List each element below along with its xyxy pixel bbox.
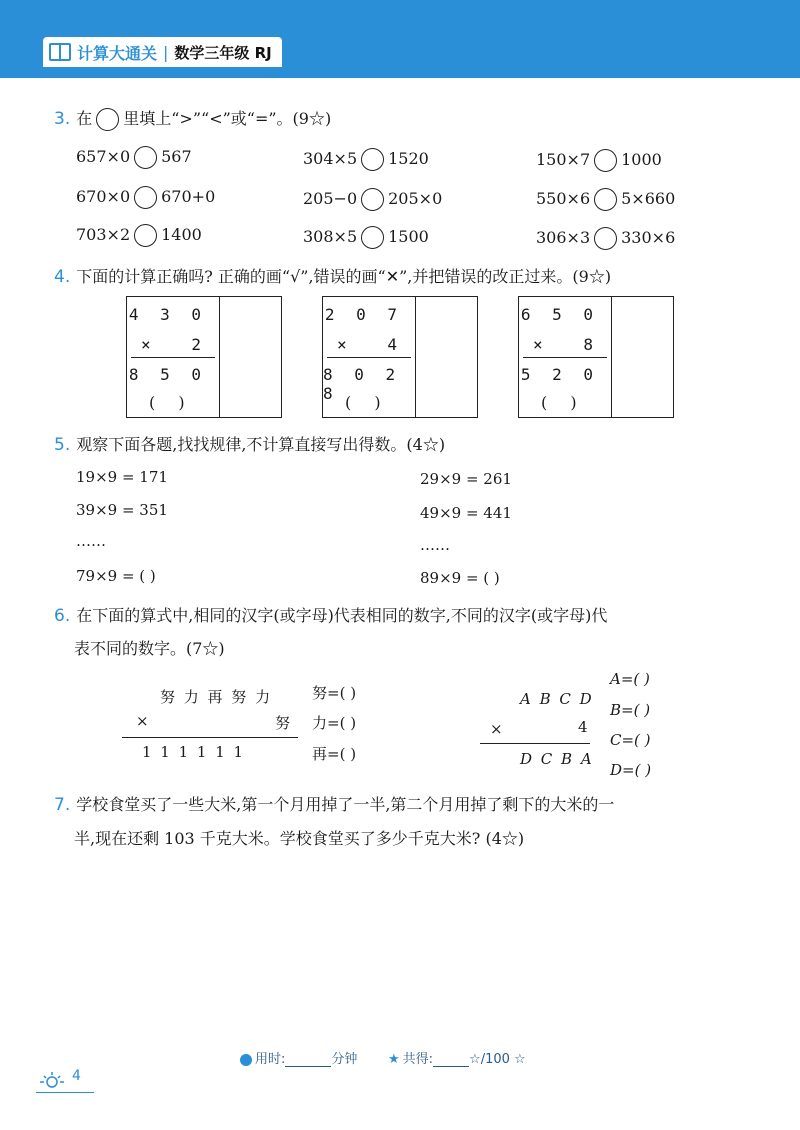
q3-suffix: 里填上“>”“<”或“=”。(9☆) xyxy=(123,109,332,128)
times-sign: × xyxy=(533,335,543,354)
time-blank[interactable] xyxy=(285,1066,331,1067)
puzzle-multiplier: 努 xyxy=(275,714,291,732)
judge-blank[interactable]: ( ) xyxy=(541,393,577,412)
q6-number: 6. xyxy=(54,606,71,626)
answer-blank[interactable]: C=( ) xyxy=(610,731,651,749)
q7-number: 7. xyxy=(54,795,71,815)
answer-circle[interactable] xyxy=(134,146,157,169)
subject-title: 数学三年级 RJ xyxy=(174,43,272,62)
answer-blank[interactable]: 努=( ) xyxy=(312,684,357,702)
compare-item: 550×6 5×660 xyxy=(536,188,675,211)
times-sign: × xyxy=(337,335,347,354)
answer-circle[interactable] xyxy=(134,224,157,247)
calc-multiplier: 8 xyxy=(583,335,599,354)
puzzle-top: A B C D xyxy=(520,690,594,708)
star-icon: ★ xyxy=(388,1052,400,1067)
calc-multiplier: 2 xyxy=(191,335,207,354)
compare-item: 703×2 1400 xyxy=(76,224,202,247)
answer-circle[interactable] xyxy=(594,227,617,250)
answer-blank[interactable]: D=( ) xyxy=(610,761,652,779)
times-sign: × xyxy=(490,720,503,738)
answer-circle[interactable] xyxy=(361,188,384,211)
sun-icon xyxy=(36,1070,64,1090)
q4-text: 下面的计算正确吗? 正确的画“√”,错误的画“✕”,并把错误的改正过来。(9☆) xyxy=(76,267,612,286)
score-total: ★ 共得: ☆/100 ☆ xyxy=(388,1052,526,1067)
q3-prefix: 在 xyxy=(76,109,93,128)
answer-circle[interactable] xyxy=(594,188,617,211)
pattern-line: 39×9 = 351 xyxy=(76,501,168,519)
ellipsis: …… xyxy=(420,536,450,554)
q7-line1: 学校食堂买了一些大米,第一个月用掉了一半,第二个月用掉了剩下的大米的一 xyxy=(76,795,615,814)
q4-number: 4. xyxy=(54,267,71,287)
compare-item: 657×0 567 xyxy=(76,146,192,169)
q3-number: 3. xyxy=(54,109,71,129)
calc-result: 8 5 0 xyxy=(128,365,207,384)
q4-prompt xyxy=(54,264,611,287)
q7-prompt xyxy=(54,792,614,815)
q5-prompt xyxy=(54,432,445,455)
score-blank[interactable] xyxy=(433,1066,469,1067)
ellipsis: …… xyxy=(76,532,106,550)
q7-line2: 半,现在还剩 103 千克大米。学校食堂买了多少千克大米? (4☆) xyxy=(74,829,525,848)
calc-result: 5 2 0 xyxy=(520,365,599,384)
q3-prompt xyxy=(54,106,331,131)
answer-blank[interactable]: A=( ) xyxy=(610,670,650,688)
compare-item: 308×5 1500 xyxy=(303,226,429,249)
calc-result: 8 0 2 8 xyxy=(323,365,402,403)
calc-multiplier: 4 xyxy=(387,335,403,354)
answer-circle[interactable] xyxy=(594,149,617,172)
puzzle-result: D C B A xyxy=(520,750,594,768)
compare-item: 306×3 330×6 xyxy=(536,227,675,250)
q5-number: 5. xyxy=(54,435,71,455)
vertical-calc-box xyxy=(126,296,282,418)
circle-icon xyxy=(96,108,119,131)
header-tab xyxy=(43,37,282,67)
compare-item: 150×7 1000 xyxy=(536,149,662,172)
calc-top: 6 5 0 xyxy=(520,305,599,324)
compare-item: 670×0 670+0 xyxy=(76,186,215,209)
answer-circle[interactable] xyxy=(361,148,384,171)
q6-line2: 表不同的数字。(7☆) xyxy=(74,639,225,658)
vertical-calc-box xyxy=(518,296,674,418)
time-used: 用时: 分钟 xyxy=(240,1048,357,1067)
puzzle-result: 1 1 1 1 1 1 xyxy=(142,743,246,761)
compare-item: 304×5 1520 xyxy=(303,148,429,171)
header-separator: | xyxy=(163,42,169,62)
answer-circle[interactable] xyxy=(134,186,157,209)
puzzle-multiplier: 4 xyxy=(578,718,588,736)
answer-blank[interactable]: B=( ) xyxy=(610,701,651,719)
q6-line1: 在下面的算式中,相同的汉字(或字母)代表相同的数字,不同的汉字(或字母)代 xyxy=(76,606,608,625)
times-sign: × xyxy=(141,335,151,354)
times-sign: × xyxy=(136,712,149,730)
clock-icon xyxy=(240,1054,252,1066)
pattern-line: 29×9 = 261 xyxy=(420,470,512,488)
pattern-line: 19×9 = 171 xyxy=(76,468,168,486)
answer-circle[interactable] xyxy=(361,226,384,249)
vertical-calc-box xyxy=(322,296,478,418)
judge-blank[interactable]: ( ) xyxy=(149,393,185,412)
answer-line[interactable]: 89×9 = ( ) xyxy=(420,569,500,587)
book-icon xyxy=(49,43,71,61)
series-title: 计算大通关 xyxy=(77,43,158,63)
pattern-line: 49×9 = 441 xyxy=(420,504,512,522)
judge-blank[interactable]: ( ) xyxy=(345,393,381,412)
q6-prompt xyxy=(54,603,607,626)
compare-item: 205−0 205×0 xyxy=(303,188,442,211)
answer-blank[interactable]: 力=( ) xyxy=(312,714,357,732)
answer-line[interactable]: 79×9 = ( ) xyxy=(76,567,156,585)
q5-text: 观察下面各题,找找规律,不计算直接写出得数。(4☆) xyxy=(76,435,446,454)
page-number: 4 xyxy=(72,1068,81,1084)
puzzle-top: 努 力 再 努 力 xyxy=(160,688,273,706)
answer-blank[interactable]: 再=( ) xyxy=(312,745,357,763)
calc-top: 4 3 0 xyxy=(128,305,207,324)
calc-top: 2 0 7 xyxy=(324,305,403,324)
